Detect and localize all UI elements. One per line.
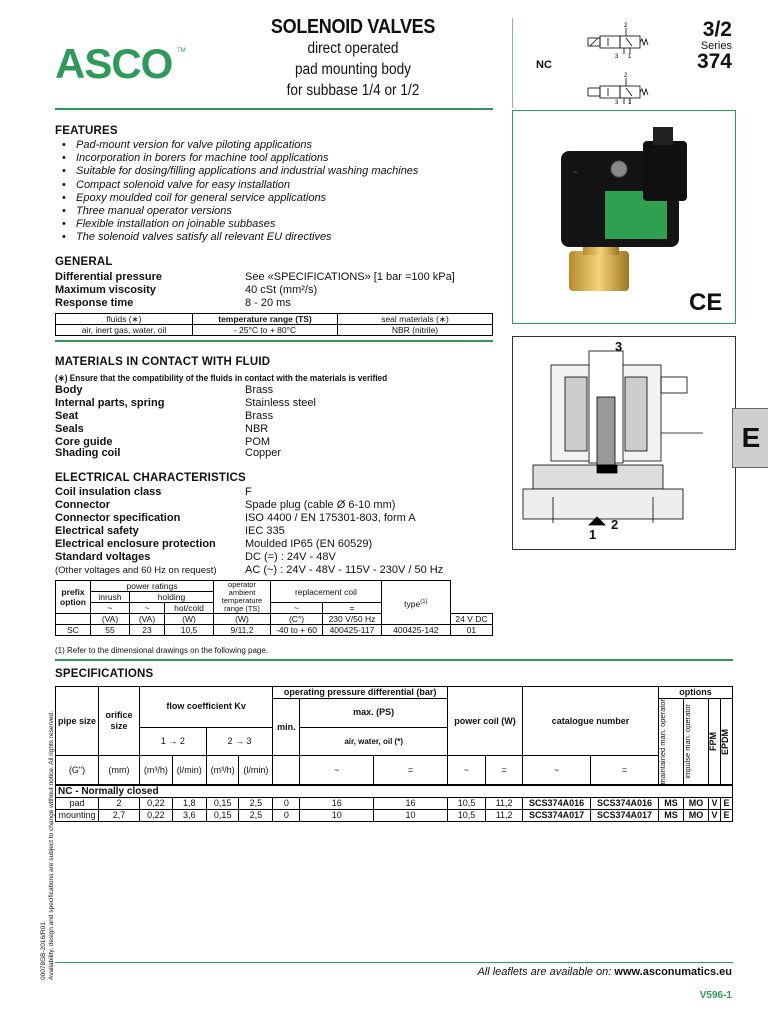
table-header: prefix option — [56, 581, 91, 614]
subtitle-line-1: direct operated — [307, 40, 399, 57]
general-heading: GENERAL — [55, 256, 113, 268]
table-unit: (W) — [214, 614, 271, 625]
table-cell: 10 — [374, 810, 448, 822]
doc-reference: 00078GB-2016/R01 — [40, 922, 47, 980]
elec-value: IEC 335 — [245, 525, 285, 537]
table-cell: 10,5 — [165, 625, 214, 636]
fluids-table — [55, 313, 493, 336]
valve-symbol-icon — [582, 20, 652, 104]
materials-heading: MATERIALS IN CONTACT WITH FLUID — [55, 356, 271, 368]
table-header: inrush — [91, 592, 130, 603]
table-cell: 400425-142 — [381, 625, 450, 636]
electrical-specs — [55, 486, 495, 578]
spec-value: 40 cSt (mm²/s) — [245, 284, 318, 296]
subtitle-line-3: for subbase 1/4 or 1/2 — [286, 82, 420, 99]
table-unit: 24 V DC — [450, 614, 492, 625]
features-list — [62, 139, 502, 245]
logo-text: ASCO — [55, 44, 173, 84]
legal-notice: Availability, design and specifications are subject to change without notice. All rights reserved. — [48, 711, 55, 980]
table-cell: NBR (nitrile) — [338, 325, 493, 336]
table-cell: mounting — [56, 810, 99, 822]
material-value: NBR — [245, 423, 269, 435]
product-photo — [512, 110, 736, 324]
table-header: replacement coil — [271, 581, 382, 603]
table-header: ~ — [91, 603, 130, 614]
features-heading: FEATURES — [55, 125, 118, 137]
feature-item: • Compact solenoid valve for easy installation — [62, 179, 502, 192]
feature-item: • Pad-mount version for valve piloting applications — [62, 139, 502, 152]
header-rule — [55, 108, 493, 110]
footnote: (1) Refer to the dimensional drawings on the following page. — [55, 646, 269, 655]
table-header: options — [659, 687, 733, 699]
asco-logo — [55, 44, 190, 84]
elec-key: Connector specification — [55, 512, 181, 524]
elec-key: Coil insulation class — [55, 486, 162, 498]
table-header: air, water, oil (*) — [300, 727, 448, 756]
spec-key: Response time — [55, 297, 134, 309]
table-header: flow coefficient Kv — [140, 687, 273, 728]
spec-key: Differential pressure — [55, 271, 162, 283]
feature-item: • Flexible installation on joinable subbases — [62, 218, 502, 231]
table-cell: E — [721, 798, 733, 810]
series-label: Series — [700, 40, 732, 52]
specifications-heading: SPECIFICATIONS — [55, 668, 154, 680]
svg-text:1: 1 — [628, 54, 632, 60]
table-unit: (G") — [56, 756, 99, 786]
feature-item: • Suitable for dosing/filling applications and industrial washing machines — [62, 165, 502, 178]
material-value: Stainless steel — [245, 397, 316, 409]
material-value: POM — [245, 436, 271, 448]
table-unit: ~ — [447, 756, 485, 786]
series-block — [690, 20, 732, 72]
table-cell: MS — [659, 810, 684, 822]
table-cell: - 25°C to + 80°C — [193, 325, 338, 336]
table-unit: (VA) — [91, 614, 130, 625]
power-table — [55, 580, 493, 636]
table-cell: 11,2 — [486, 810, 523, 822]
elec-value: Spade plug (cable Ø 6-10 mm) — [245, 499, 396, 511]
table-cell: 16 — [300, 798, 374, 810]
table-unit: 230 V/50 Hz — [323, 614, 382, 625]
table-unit: (m³/h) — [206, 756, 239, 786]
table-header: catalogue number — [523, 687, 659, 756]
header-divider — [512, 18, 513, 108]
table-header: 2 → 3 — [206, 727, 273, 756]
table-cell: 0 — [273, 798, 300, 810]
table-cell: V — [709, 810, 721, 822]
spec-value: See «SPECIFICATIONS» [1 bar =100 kPa] — [245, 271, 455, 283]
feature-item: • Three manual operator versions — [62, 205, 502, 218]
table-cell: SCS374A017 — [523, 810, 591, 822]
table-cell: 16 — [374, 798, 448, 810]
table-cell: 1,8 — [172, 798, 206, 810]
material-key: Shading coil — [55, 447, 121, 459]
table-header: orifice size — [99, 687, 140, 756]
table-cell: MO — [684, 810, 709, 822]
svg-text:2: 2 — [624, 23, 628, 29]
table-header: power coil (W) — [447, 687, 522, 756]
page-title: SOLENOID VALVES — [270, 16, 436, 38]
table-unit — [56, 614, 91, 625]
elec-value: DC (=) : 24V - 48V — [245, 551, 336, 563]
table-cell: V — [709, 798, 721, 810]
material-value: Brass — [245, 410, 274, 422]
footnote-marker: (1) — [420, 598, 428, 605]
table-cell: 0,15 — [206, 810, 239, 822]
footer-rule — [55, 962, 733, 963]
table-cell: 2,7 — [99, 810, 140, 822]
footer-leaflets — [477, 966, 732, 978]
table-header: hot/cold — [165, 603, 214, 614]
table-unit: (W) — [165, 614, 214, 625]
material-key: Seals — [55, 423, 84, 435]
function-label: 3/2 — [702, 18, 732, 41]
table-header: temperature range (TS) — [193, 314, 338, 325]
cross-section-drawing — [512, 336, 736, 550]
table-cell: SC — [56, 625, 91, 636]
materials-note: (∗) Ensure that the compatibility of the fluids in contact with the materials is verified — [55, 373, 388, 383]
table-cell: SCS374A016 — [523, 798, 591, 810]
table-header: max. (PS) — [300, 699, 448, 728]
table-unit: ~ — [523, 756, 591, 786]
table-header: seal materials (∗) — [338, 314, 493, 325]
ce-mark: CE — [689, 289, 723, 316]
material-key: Seat — [55, 410, 79, 422]
svg-text:3: 3 — [615, 54, 619, 60]
table-header: 1 → 2 — [140, 727, 207, 756]
table-unit: (VA) — [130, 614, 165, 625]
option-label: maintained man. operator — [658, 699, 667, 785]
port-3-label: 3 — [615, 339, 623, 354]
table-cell: 0,15 — [206, 798, 239, 810]
table-cell: 0,22 — [140, 810, 173, 822]
table-header: pipe size — [56, 687, 99, 756]
material-value: Brass — [245, 384, 274, 396]
spec-value: 8 - 20 ms — [245, 297, 291, 309]
table-cell: 2 — [99, 798, 140, 810]
table-unit: (l/min) — [239, 756, 273, 786]
table-unit: (l/min) — [172, 756, 206, 786]
table-header: ~ — [271, 603, 323, 614]
table-cell: 55 — [91, 625, 130, 636]
option-label: impulse man. operator — [683, 704, 692, 780]
table-unit: = — [374, 756, 448, 786]
table-header: ~ — [130, 603, 165, 614]
elec-key: Standard voltages — [55, 551, 151, 563]
materials-list — [55, 384, 495, 464]
elec-value: ISO 4400 / EN 175301-803, form A — [245, 512, 416, 524]
table-unit: ~ — [300, 756, 374, 786]
elec-key: Connector — [55, 499, 110, 511]
specifications-table — [55, 686, 733, 822]
table-header: fluids (∗) — [56, 314, 193, 325]
side-legal-text — [40, 711, 56, 980]
table-unit: = — [591, 756, 659, 786]
table-header: = — [323, 603, 382, 614]
port-2-label: 2 — [611, 517, 619, 532]
feature-item: • Incorporation in borers for machine tool applications — [62, 152, 502, 165]
elec-value: Moulded IP65 (EN 60529) — [245, 538, 373, 550]
table-cell: 0 — [273, 810, 300, 822]
table-cell: SCS374A017 — [591, 810, 659, 822]
port-1-label: 1 — [589, 527, 597, 542]
feature-item: • The solenoid valves satisfy all relevant EU directives — [62, 231, 502, 244]
table-cell: E — [721, 810, 733, 822]
table-cell: 0,22 — [140, 798, 173, 810]
option-label: EPDM — [720, 728, 730, 755]
table-cell: 10 — [300, 810, 374, 822]
elec-key: Electrical enclosure protection — [55, 538, 216, 550]
spec-key: Maximum viscosity — [55, 284, 156, 296]
feature-item: • Epoxy moulded coil for general service applications — [62, 192, 502, 205]
table-cell: MS — [659, 798, 684, 810]
table-header: operator ambient temperature range (TS) — [214, 581, 271, 614]
svg-text:2: 2 — [624, 73, 628, 79]
option-label: FPM — [708, 732, 718, 752]
table-cell: 01 — [450, 625, 492, 636]
table-header: min. — [273, 699, 300, 756]
elec-key: Electrical safety — [55, 525, 139, 537]
svg-text:3: 3 — [615, 100, 619, 104]
table-cell: 10,5 — [447, 798, 485, 810]
svg-text:1: 1 — [628, 100, 632, 104]
material-value: Copper — [245, 447, 282, 459]
electrical-heading: ELECTRICAL CHARACTERISTICS — [55, 472, 246, 484]
table-unit: (m³/h) — [140, 756, 173, 786]
table-cell: SCS374A016 — [591, 798, 659, 810]
section-tab-e: E — [732, 408, 768, 468]
footer-text: All leaflets are available on: — [477, 966, 612, 978]
footer-url[interactable]: www.asconumatics.eu — [614, 966, 732, 978]
table-cell: -40 to + 60 — [271, 625, 323, 636]
section-rule — [55, 659, 733, 661]
table-cell: 10,5 — [447, 810, 485, 822]
table-header: holding — [130, 592, 214, 603]
table-cell: 3,6 — [172, 810, 206, 822]
subtitle-line-2: pad mounting body — [294, 61, 412, 78]
series-number: 374 — [696, 50, 732, 73]
table-unit — [273, 756, 300, 786]
document-code: V596-1 — [699, 990, 732, 1001]
elec-value: AC (~) : 24V - 48V - 115V - 230V / 50 Hz — [245, 564, 444, 576]
table-cell: 2,5 — [239, 798, 273, 810]
material-key: Core guide — [55, 436, 113, 448]
section-rule — [55, 340, 493, 342]
table-cell: 2,5 — [239, 810, 273, 822]
material-key: Body — [55, 384, 83, 396]
table-unit: = — [486, 756, 523, 786]
logo-tm: TM — [177, 48, 186, 54]
table-cell: pad — [56, 798, 99, 810]
elec-value: F — [245, 486, 252, 498]
table-header: power ratings — [91, 581, 214, 592]
table-cell: 23 — [130, 625, 165, 636]
table-unit: (mm) — [99, 756, 140, 786]
table-header: operating pressure differential (bar) — [273, 687, 448, 699]
general-specs — [55, 271, 495, 311]
table-cell: MO — [684, 798, 709, 810]
table-unit: (C°) — [271, 614, 323, 625]
elec-key: (Other voltages and 60 Hz on request) — [55, 565, 217, 576]
nc-label: NC — [536, 59, 552, 71]
table-header: type — [404, 598, 421, 609]
table-cell: 11,2 — [486, 798, 523, 810]
table-cell: 9/11,2 — [214, 625, 271, 636]
table-cell: 400425-117 — [323, 625, 382, 636]
group-label: NC - Normally closed — [56, 785, 733, 798]
table-cell: air, inert gas, water, oil — [56, 325, 193, 336]
material-key: Internal parts, spring — [55, 397, 165, 409]
